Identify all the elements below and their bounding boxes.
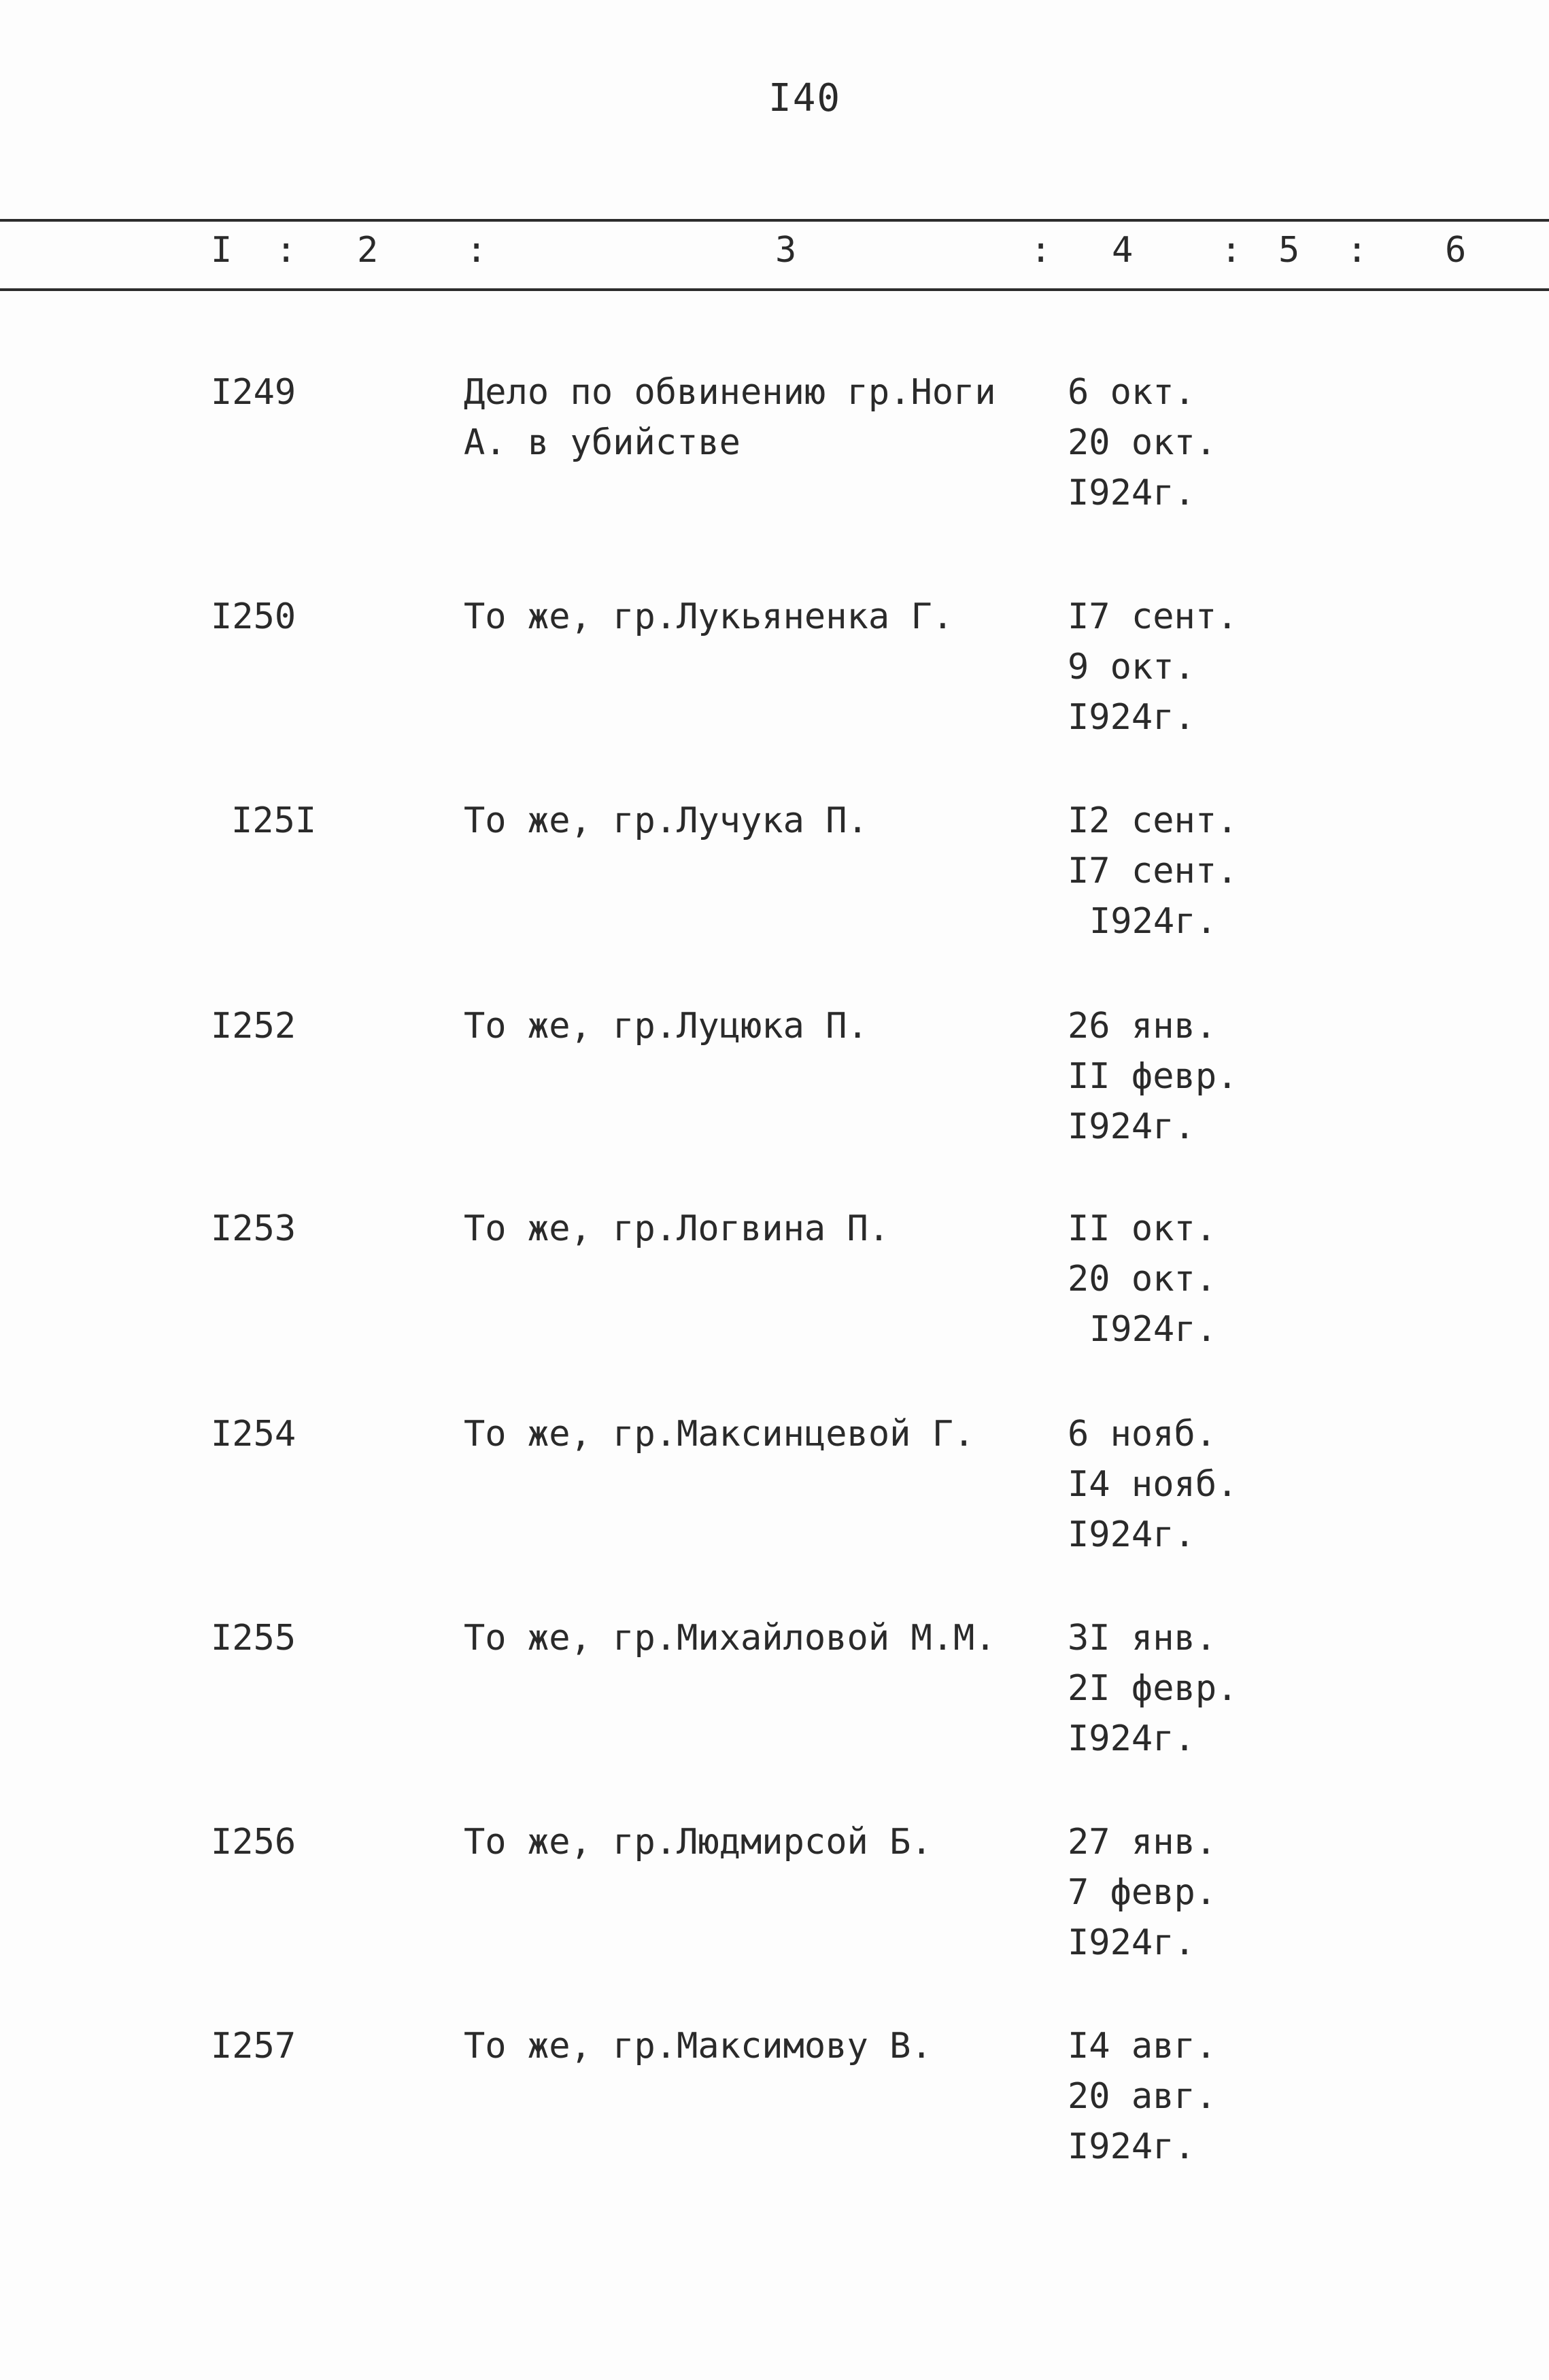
date-start: 6 окт. <box>1068 372 1195 413</box>
case-dates <box>1068 2021 1353 2172</box>
date-year: I924г. <box>1068 1514 1195 1555</box>
case-dates <box>1068 1001 1353 1152</box>
case-title <box>464 1409 1035 1459</box>
date-year: I924г. <box>1068 697 1195 738</box>
date-end: 7 февр. <box>1068 1872 1217 1913</box>
case-title <box>464 1001 1035 1051</box>
date-year: I924г. <box>1068 1922 1195 1963</box>
header-col-4: 4 <box>1112 230 1134 271</box>
date-year: I924г. <box>1068 1106 1195 1147</box>
header-separator: : <box>275 230 297 271</box>
case-title <box>464 1613 1035 1663</box>
date-end: 20 авг. <box>1068 2076 1217 2117</box>
case-title-line: Дело по обвинению гр.Ноги <box>464 372 996 413</box>
date-start: II окт. <box>1068 1208 1217 1249</box>
case-title-line: То же, гр.Максимову В. <box>464 2026 932 2067</box>
date-end: 20 окт. <box>1068 422 1217 463</box>
table-header <box>0 230 1549 279</box>
header-col-2: 2 <box>357 230 379 271</box>
case-title <box>464 592 1035 642</box>
date-end: 9 окт. <box>1068 647 1195 687</box>
header-bottom-rule <box>0 288 1549 291</box>
header-separator: : <box>1221 230 1242 271</box>
case-number: I249 <box>211 372 296 413</box>
case-number: I254 <box>211 1414 296 1455</box>
case-number: I255 <box>211 1618 296 1659</box>
case-dates <box>1068 367 1353 518</box>
case-dates <box>1068 796 1353 947</box>
case-dates <box>1068 1204 1353 1355</box>
date-year: I924г. <box>1089 1309 1217 1350</box>
header-col-6: 6 <box>1445 230 1467 271</box>
date-end: 20 окт. <box>1068 1259 1217 1299</box>
case-title-line: То же, гр.Людмирсой Б. <box>464 1822 932 1863</box>
header-separator: : <box>466 230 488 271</box>
case-dates <box>1068 1409 1353 1560</box>
date-end: I4 нояб. <box>1068 1464 1238 1505</box>
date-start: 27 янв. <box>1068 1822 1217 1863</box>
case-title-line: То же, гр.Лукьяненка Г. <box>464 596 954 637</box>
case-number: I253 <box>211 1208 296 1249</box>
case-number: I25I <box>231 800 317 841</box>
case-title-line: То же, гр.Луцюка П. <box>464 1006 868 1047</box>
date-start: 6 нояб. <box>1068 1414 1217 1455</box>
case-number: I252 <box>211 1006 296 1047</box>
case-title-line: То же, гр.Михайловой М.М. <box>464 1618 996 1659</box>
case-title <box>464 1817 1035 1867</box>
case-title <box>464 2021 1035 2071</box>
date-end: II февр. <box>1068 1056 1238 1097</box>
date-start: I4 авг. <box>1068 2026 1217 2067</box>
case-number: I256 <box>211 1822 296 1863</box>
header-top-rule <box>0 219 1549 222</box>
case-title-line: То же, гр.Логвина П. <box>464 1208 890 1249</box>
date-start: 3I янв. <box>1068 1618 1217 1659</box>
case-title <box>464 1204 1035 1254</box>
case-number: I257 <box>211 2026 296 2067</box>
case-number: I250 <box>211 596 296 637</box>
header-col-1: I <box>211 230 233 271</box>
page-number: I40 <box>768 76 842 120</box>
case-dates <box>1068 592 1353 743</box>
case-title-line: То же, гр.Максинцевой Г. <box>464 1414 975 1455</box>
date-start: I7 сент. <box>1068 596 1238 637</box>
case-title-line: То же, гр.Лучука П. <box>464 800 868 841</box>
case-dates <box>1068 1613 1353 1764</box>
date-year: I924г. <box>1068 473 1195 513</box>
case-title-line: А. в убийстве <box>464 422 741 463</box>
header-col-5: 5 <box>1278 230 1300 271</box>
date-year: I924г. <box>1089 901 1217 942</box>
date-end: I7 сент. <box>1068 851 1238 891</box>
date-year: I924г. <box>1068 1718 1195 1759</box>
case-title <box>464 796 1035 846</box>
date-end: 2I февр. <box>1068 1668 1238 1709</box>
case-title <box>464 367 1035 468</box>
date-year: I924г. <box>1068 2126 1195 2167</box>
date-start: 26 янв. <box>1068 1006 1217 1047</box>
header-col-3: 3 <box>775 230 797 271</box>
header-separator: : <box>1030 230 1052 271</box>
date-start: I2 сент. <box>1068 800 1238 841</box>
header-separator: : <box>1346 230 1368 271</box>
case-dates <box>1068 1817 1353 1968</box>
